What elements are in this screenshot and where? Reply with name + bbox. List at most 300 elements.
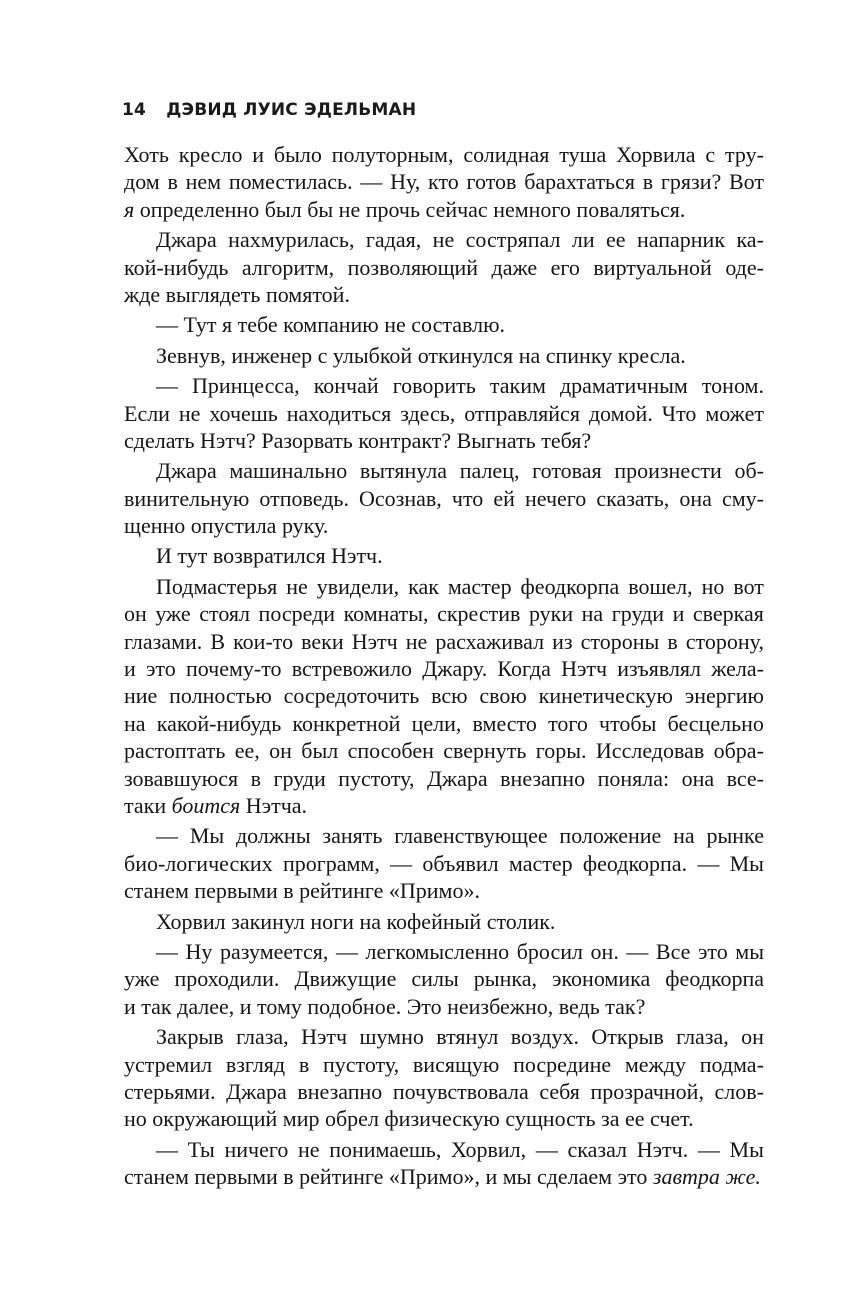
paragraph: [124, 141, 764, 223]
word: на: [359, 908, 381, 934]
word: опустила: [190, 513, 277, 539]
word: Нэтч: [351, 628, 398, 654]
word: тому: [257, 993, 302, 1019]
word: тебя?: [541, 427, 592, 453]
word: спинку: [545, 342, 613, 368]
word: руку.: [281, 513, 329, 539]
text-line: [124, 226, 764, 253]
text-line: [124, 141, 764, 168]
word: и: [124, 993, 136, 1019]
word: руки: [528, 601, 574, 627]
word: солидная: [463, 142, 550, 167]
word: палец,: [459, 458, 520, 484]
word: «Примо»,: [388, 1164, 480, 1190]
word: проходили.: [174, 966, 280, 992]
word: должны: [235, 823, 311, 849]
word: тебе: [237, 312, 278, 338]
word: вытянула: [359, 458, 448, 484]
word: —: [335, 938, 358, 964]
word: силы: [411, 966, 459, 992]
word: таки: [124, 792, 167, 818]
word: машинально: [229, 458, 348, 484]
word: глаза,: [676, 1024, 729, 1050]
word: Если: [124, 400, 170, 426]
word: хочешь: [209, 400, 278, 426]
word: туша: [559, 142, 607, 167]
word: на: [518, 342, 541, 368]
text-line: [124, 400, 764, 427]
word: нем: [185, 169, 222, 195]
word: из: [552, 628, 573, 654]
word: кресло: [178, 142, 243, 167]
word: первыми: [194, 878, 278, 904]
word: домой.: [588, 400, 653, 426]
word: Вот: [729, 169, 764, 195]
word: био-логических: [124, 850, 273, 876]
page-number: 14: [122, 100, 147, 120]
word: поняла:: [597, 765, 670, 791]
word: в: [298, 1051, 310, 1077]
word: произнести: [614, 458, 722, 484]
word: ей: [493, 485, 515, 511]
word: с: [317, 342, 328, 368]
word: свою: [479, 683, 527, 709]
word: вошел,: [628, 573, 693, 599]
word: Ну: [185, 938, 213, 964]
word: прозрачной,: [590, 1078, 704, 1104]
word: Зевнув,: [156, 342, 226, 368]
word: нахмурилась,: [228, 227, 355, 253]
word: Подмастерья: [156, 573, 278, 599]
text-line: [124, 254, 764, 281]
word: посреди: [258, 601, 336, 627]
word: Хорвила: [616, 142, 696, 167]
word: Все: [655, 938, 691, 964]
word: определенно: [139, 196, 260, 222]
word: готов: [466, 169, 517, 195]
word: внезапно: [500, 765, 586, 791]
word: Хорвил,: [451, 1136, 527, 1162]
word: пустоту,: [322, 1051, 400, 1077]
word: Мы: [189, 823, 225, 849]
word: я: [124, 196, 135, 222]
paragraph: [124, 342, 764, 369]
text-line: [124, 822, 764, 849]
word: так: [141, 993, 172, 1019]
word: —: [697, 850, 720, 876]
word: Закрыв: [156, 1024, 224, 1050]
word: втянул: [436, 1024, 499, 1050]
word: —: [360, 169, 383, 195]
word: Нэтч: [561, 656, 608, 682]
word: Нэтч: [301, 1024, 348, 1050]
text-line: [124, 600, 764, 627]
word: бесцельно: [667, 710, 764, 736]
word: с: [705, 142, 716, 167]
word: отповедь.: [259, 485, 349, 511]
word: сторону,: [685, 628, 764, 654]
word: Что: [661, 400, 697, 426]
word: взгляд: [225, 1051, 286, 1077]
word: —: [626, 938, 649, 964]
word: зовавшуюся: [124, 765, 239, 791]
text-line: [124, 710, 764, 737]
word: на: [673, 823, 695, 849]
word: легкомысленно: [365, 938, 510, 964]
word: подобное.: [307, 993, 402, 1019]
word: жела-: [711, 656, 764, 682]
word: Разорвать: [261, 427, 353, 453]
word: Открыв: [591, 1024, 664, 1050]
text-line: [124, 792, 764, 819]
word: —: [390, 850, 413, 876]
paragraph: [124, 372, 764, 454]
word: окружающий: [152, 1106, 278, 1132]
word: —: [156, 312, 178, 338]
paragraph: [124, 908, 764, 935]
word: горы.: [535, 738, 587, 764]
word: Ты: [187, 1136, 215, 1162]
word: в: [167, 169, 178, 195]
word: феодкорпа: [520, 573, 620, 599]
word: это: [697, 938, 728, 964]
word: за: [601, 1106, 620, 1132]
word: гадая,: [365, 227, 422, 253]
word: это: [145, 656, 176, 682]
word: объявил: [422, 850, 499, 876]
word: был: [264, 196, 302, 222]
word: сделаем: [536, 1164, 613, 1190]
text-line: [124, 737, 764, 764]
word: «Примо».: [388, 878, 480, 904]
word: в: [283, 878, 294, 904]
word: ее,: [234, 738, 260, 764]
word: Исследовав: [595, 738, 705, 764]
word: в: [283, 1164, 294, 1190]
word: висящую: [412, 1051, 500, 1077]
word: инженер: [231, 342, 313, 368]
word: об-: [734, 458, 764, 484]
word: алгоритм,: [241, 254, 335, 280]
word: устремил: [124, 1051, 213, 1077]
paragraph: [124, 1023, 764, 1133]
text-line: [124, 993, 764, 1020]
word: жде: [124, 281, 161, 307]
word: сосредоточить: [283, 683, 420, 709]
word: вместо: [472, 710, 537, 736]
text-line: [124, 1078, 764, 1105]
word: кинетическую: [538, 683, 673, 709]
text-line: [124, 427, 764, 454]
word: бы: [307, 196, 334, 222]
word: Джара: [156, 458, 217, 484]
word: но: [124, 1106, 147, 1132]
word: его: [550, 254, 580, 280]
word: было: [273, 142, 322, 167]
word: же.: [725, 1164, 761, 1190]
word: не: [286, 573, 308, 599]
word: не: [338, 196, 361, 222]
word: рейтинге: [299, 1164, 384, 1190]
word: экономика: [552, 966, 651, 992]
word: почувствовала: [392, 1078, 529, 1104]
word: составлю.: [411, 312, 506, 338]
word: оде-: [725, 254, 764, 280]
word: состряпал: [465, 227, 561, 253]
text-line: [124, 1163, 764, 1190]
word: —: [535, 1136, 558, 1162]
word: программ,: [282, 850, 380, 876]
word: Тут: [183, 312, 217, 338]
word: возвратился: [212, 543, 326, 569]
word: сказать,: [596, 485, 670, 511]
word: посредине: [513, 1051, 612, 1077]
word: это: [617, 1164, 648, 1190]
word: не: [298, 1136, 320, 1162]
word: кой-нибудь: [124, 254, 229, 280]
word: расхаживал: [435, 628, 545, 654]
word: готовая: [532, 458, 602, 484]
text-line: [124, 938, 764, 965]
word: станем: [124, 1164, 189, 1190]
word: какой-нибудь: [156, 710, 282, 736]
text-line: [124, 1051, 764, 1078]
word: в: [250, 765, 261, 791]
word: сказал: [567, 1136, 628, 1162]
paragraph: [124, 542, 764, 569]
word: мы: [735, 938, 764, 964]
word: В: [210, 628, 226, 654]
word: способен: [347, 738, 434, 764]
text-line: [124, 281, 764, 308]
paragraph: [124, 822, 764, 904]
word: Нэтч.: [331, 543, 383, 569]
word: феодкорпа.: [582, 850, 688, 876]
paragraph: [124, 226, 764, 308]
word: как: [408, 573, 439, 599]
word: И: [156, 543, 172, 569]
text-line: [124, 850, 764, 877]
word: компанию: [283, 312, 379, 338]
paragraph: [124, 311, 764, 338]
word: рынка,: [473, 966, 537, 992]
word: шумно: [359, 1024, 424, 1050]
word: цели,: [411, 710, 462, 736]
word: внезапно: [297, 1078, 383, 1104]
word: немного: [493, 196, 571, 222]
word: откинулся: [417, 342, 514, 368]
word: кои-то: [233, 628, 294, 654]
word: и: [124, 656, 136, 682]
text-line: [124, 457, 764, 484]
word: положение: [559, 823, 662, 849]
word: далее,: [177, 993, 235, 1019]
word: выглядеть: [165, 281, 261, 307]
text-line: [124, 765, 764, 792]
text-line: [124, 965, 764, 992]
word: —: [697, 1136, 720, 1162]
word: он.: [590, 938, 619, 964]
word: позволяющий: [347, 254, 479, 280]
word: Мы: [729, 1136, 764, 1162]
paragraph: [124, 457, 764, 539]
word: бросил: [516, 938, 583, 964]
word: кресла.: [617, 342, 686, 368]
word: он: [269, 738, 292, 764]
word: улыбкой: [332, 342, 413, 368]
text-line: [124, 573, 764, 600]
word: ка-: [736, 227, 764, 253]
word: нечего: [524, 485, 587, 511]
word: тоном.: [701, 373, 764, 399]
word: между: [624, 1051, 686, 1077]
word: барахтаться: [524, 169, 635, 195]
word: груди: [611, 601, 665, 627]
word: увидели,: [316, 573, 400, 599]
word: груди: [273, 765, 326, 791]
word: отправляйся: [464, 400, 580, 426]
text-line: [124, 628, 764, 655]
word: Хоть: [124, 142, 169, 167]
word: таким: [489, 373, 546, 399]
word: глазами.: [124, 628, 203, 654]
word: Осознав,: [359, 485, 442, 511]
word: всю: [431, 683, 468, 709]
word: на: [124, 710, 146, 736]
word: мастер: [447, 573, 512, 599]
word: Хорвил: [156, 908, 226, 934]
word: счет.: [650, 1106, 694, 1132]
word: воздух.: [510, 1024, 579, 1050]
text-line: [124, 168, 764, 195]
word: первыми: [194, 1164, 278, 1190]
word: феодкорпа: [665, 966, 764, 992]
word: и: [672, 601, 685, 627]
word: конкретной: [292, 710, 401, 736]
word: —: [156, 1136, 178, 1162]
running-head: [122, 100, 416, 120]
word: не: [405, 628, 428, 654]
word: дом: [124, 169, 160, 195]
word: сейчас: [425, 196, 488, 222]
word: физическую: [384, 1106, 500, 1132]
word: поваляться.: [576, 196, 686, 222]
word: говорить: [392, 373, 476, 399]
text-line: [124, 542, 764, 569]
word: Джара: [426, 765, 488, 791]
word: ние: [124, 683, 158, 709]
word: встревожило: [291, 656, 413, 682]
word: сделать: [124, 427, 195, 453]
word: Это: [406, 993, 442, 1019]
word: не: [432, 227, 455, 253]
word: тут: [177, 543, 208, 569]
word: Ну,: [390, 169, 421, 195]
word: слов-: [714, 1078, 764, 1104]
word: драматичным: [559, 373, 688, 399]
word: —: [156, 373, 178, 399]
word: что: [451, 485, 484, 511]
word: веки: [301, 628, 344, 654]
word: главенствующее: [394, 823, 548, 849]
word: Джару.: [422, 656, 488, 682]
word: кофейный: [386, 908, 482, 934]
word: себя: [539, 1078, 580, 1104]
word: уже: [124, 966, 160, 992]
word: —: [156, 938, 178, 964]
word: виртуальной: [593, 254, 712, 280]
text-line: [124, 1136, 764, 1163]
word: рынке: [706, 823, 764, 849]
word: ничего: [224, 1136, 289, 1162]
word: энергию: [684, 683, 764, 709]
word: ее: [606, 227, 626, 253]
word: помятой.: [265, 281, 350, 307]
word: я: [221, 312, 233, 338]
word: Нэтч.: [636, 1136, 689, 1162]
word: он: [741, 1024, 764, 1050]
word: ведь: [558, 993, 600, 1019]
word: закинул: [231, 908, 305, 934]
word: Мы: [729, 850, 764, 876]
paragraph: [124, 573, 764, 820]
word: стоял: [199, 601, 251, 627]
word: рейтинге: [299, 878, 384, 904]
word: винительную: [124, 485, 250, 511]
word: даже: [491, 254, 538, 280]
word: пустоту,: [338, 765, 415, 791]
word: мир: [282, 1106, 320, 1132]
word: уже: [155, 601, 191, 627]
word: разумеется,: [219, 938, 329, 964]
word: не: [178, 400, 201, 426]
word: мастер: [508, 850, 573, 876]
word: сверкая: [692, 601, 764, 627]
word: понимаешь,: [329, 1136, 442, 1162]
word: ее: [625, 1106, 645, 1132]
text-line: [124, 655, 764, 682]
word: вот: [733, 573, 764, 599]
word: чтобы: [599, 710, 657, 736]
word: был: [301, 738, 339, 764]
word: он: [124, 601, 147, 627]
text-line: [124, 311, 764, 338]
word: полностью: [169, 683, 272, 709]
text-line: [124, 877, 764, 904]
word: Когда: [497, 656, 551, 682]
text-line: [124, 512, 764, 539]
word: Джара: [156, 227, 217, 253]
word: скрестив: [437, 601, 521, 627]
body-text: [124, 141, 764, 1190]
word: ли: [571, 227, 595, 253]
word: мы: [502, 1164, 532, 1190]
word: боится: [171, 792, 241, 818]
word: того: [548, 710, 588, 736]
word: на: [581, 601, 604, 627]
paragraph: [124, 1136, 764, 1191]
word: напарник: [637, 227, 726, 253]
word: Выгнать: [456, 427, 536, 453]
word: свернуть: [443, 738, 527, 764]
text-line: [124, 372, 764, 399]
word: грязи?: [660, 169, 722, 195]
word: обра-: [713, 738, 764, 764]
word: подма-: [699, 1051, 764, 1077]
word: и: [485, 1164, 498, 1190]
word: комнаты,: [343, 601, 429, 627]
word: изъявлял: [617, 656, 702, 682]
